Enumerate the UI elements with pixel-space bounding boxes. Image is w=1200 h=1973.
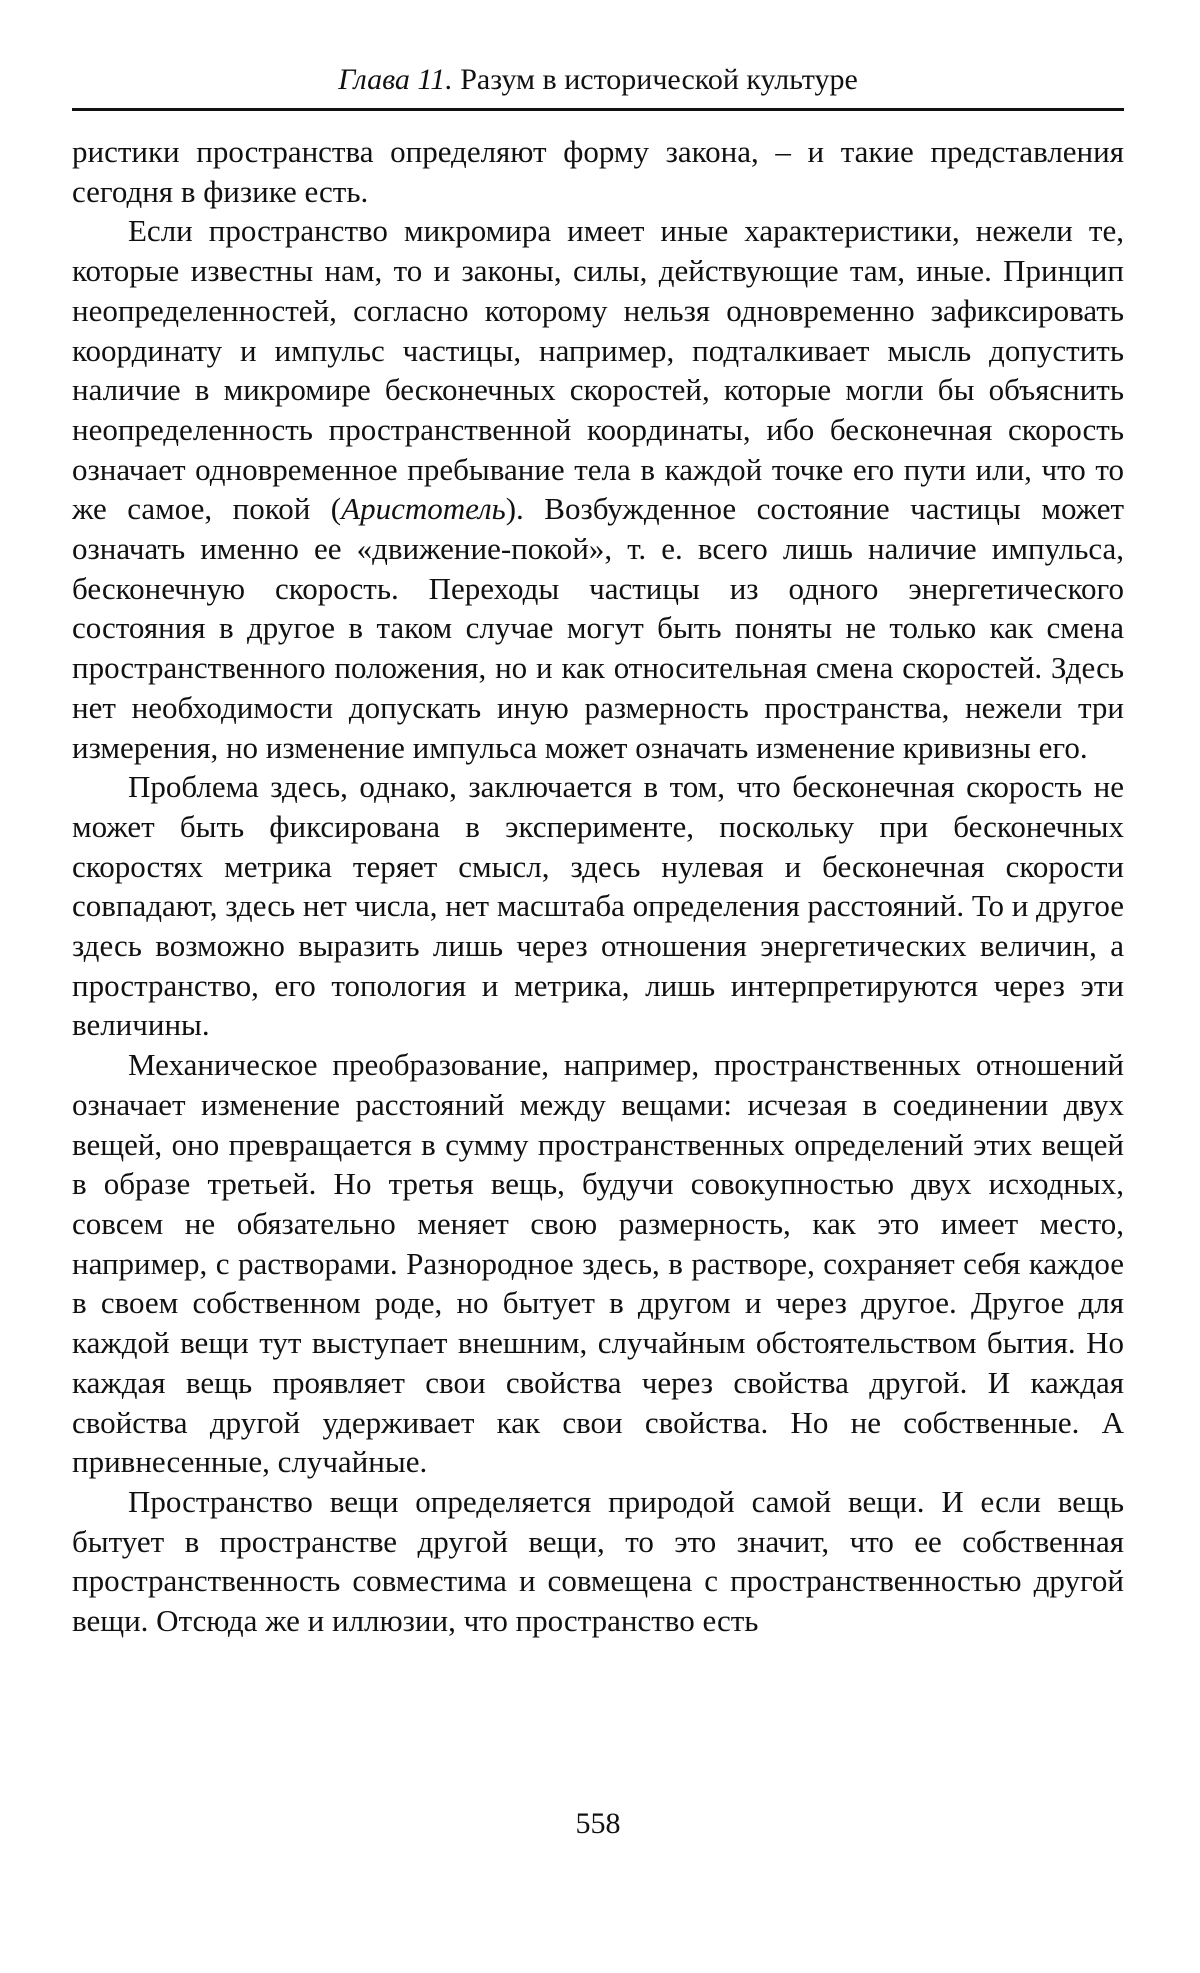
header-rule [72, 108, 1124, 111]
paragraph: Пространство вещи определяется природой самой вещи. И если вещь бытует в пространстве другой вещи, то это значит, что ее собственная пространственность совместима и совмещена с пространственностью другой вещи. Отсюда же и иллюзии, что пространство есть [72, 1483, 1124, 1639]
paragraph-text: Если пространство микромира имеет иные характеристики, нежели те, которые известны нам, то и законы, силы, действующие там, иные. Принцип неопределенностей, согласно которому нельзя одновременно зафиксировать координату и импульс частицы, например, подталкивает мысль допустить наличие в микромире бесконечных скоростей, которые могли бы объяснить неопределенность пространственной координаты, ибо бесконечная скорость означает одновременное пребывание тела в каждой точке его пути или, что то же самое, покой ( [72, 213, 1124, 527]
chapter-label: Глава 11. [338, 63, 453, 96]
paragraph [72, 211, 1124, 767]
paragraph-text: ). Возбужденное состояние частицы может означать именно ее «движение-покой», т. е. всего лишь наличие импульса, бесконечную скорость. Переходы частицы из одного энергетического состояния в другое в таком случае могут быть поняты не только как смена пространственного положения, но и как относительная смена скоростей. Здесь нет необходимости допускать иную размерность пространства, нежели три измерения, но изменение импульса может означать изменение кривизны его. [72, 491, 1124, 765]
chapter-title: Разум в исторической культуре [460, 63, 858, 96]
italic-citation: Аристотель [341, 491, 506, 527]
paragraph-continuation: ристики пространства определяют форму закона, – и такие представления сегодня в физике есть. [72, 134, 1124, 209]
paragraph: Механическое преобразование, например, пространственных отношений означает изменение расстояний между вещами: исчезая в соединении двух вещей, оно превращается в сумму пространственных определений этих вещей в образе третьей. Но третья вещь, будучи совокупностью двух исходных, совсем не обязательно меняет свою размерность, как это имеет место, например, с растворами. Разнородное здесь, в растворе, сохраняет себя каждое в своем собственном роде, но бытует в другом и через другое. Другое для каждой вещи тут выступает внешним, случайным обстоятельством бытия. Но каждая вещь проявляет свои свойства через свойства другой. И каждая свойства другой удерживает как свои свойства. Но не собственные. А привнесенные, случайные. [72, 1047, 1124, 1480]
page-number: 558 [575, 1807, 621, 1840]
paragraph: Проблема здесь, однако, заключается в том, что бесконечная скорость не может быть фиксирована в эксперименте, поскольку при бесконечных скоростях метрика теряет смысл, здесь нулевая и бесконечная скорости совпадают, здесь нет числа, нет масштаба определения расстояний. То и другое здесь возможно выразить лишь через отношения энергетических величин, а пространство, его топология и метрика, лишь интерпретируются через эти величины. [72, 769, 1124, 1043]
body-text [72, 132, 1124, 1641]
running-head [72, 62, 1124, 98]
